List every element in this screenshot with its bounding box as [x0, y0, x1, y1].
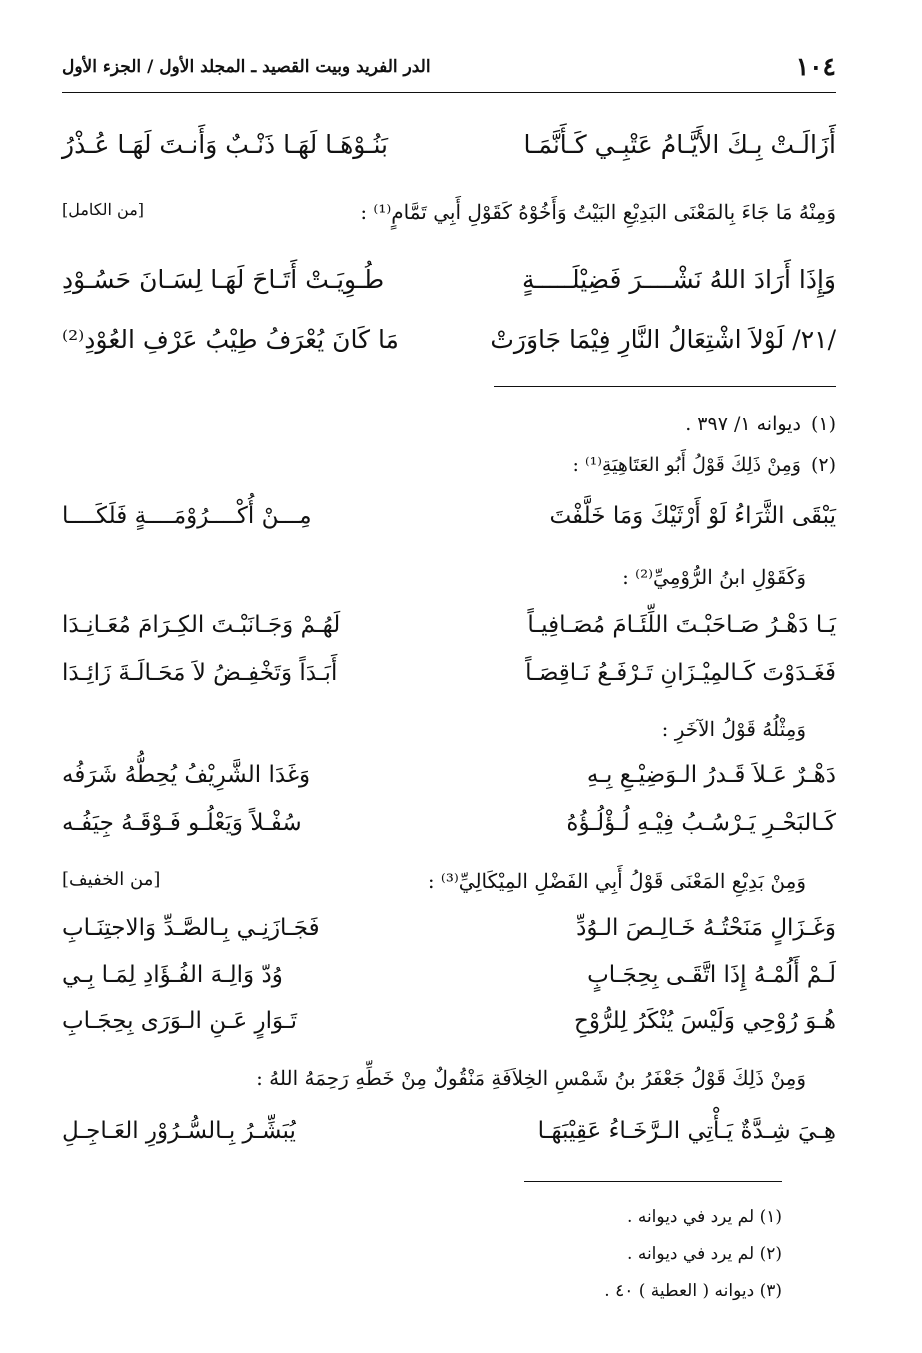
verse-second-hemistich: مِـــنْ أُكْــــرُوْمَــــةٍ فَلَكَــــا	[62, 503, 312, 529]
sub-footnote: (٣) ديوانه ( العطية ) ٤٠ .	[604, 1281, 782, 1301]
verse-line	[62, 1118, 836, 1156]
verse-first-hemistich: وَإِذَا أَرَادَ اللهُ نَشْــــرَ فَضِيْلَـــــةٍ	[521, 265, 836, 294]
footnote-separator	[494, 386, 836, 387]
verse-second-hemistich: يُبَشِّـرُ بِـالسُّـرُوْرِ العَـاجِـلِ	[62, 1118, 296, 1144]
verse-line	[62, 962, 836, 1000]
verse-line	[62, 503, 836, 541]
footnote-mark: (٢)	[810, 454, 836, 476]
verse-second-hemistich: سُفْـلاً وَيَعْلُـو فَـوْقَـهُ جِيَفُـه	[62, 810, 302, 836]
verse-second-hemistich: أَبَـدَاً وَتَخْفِـضُ لاَ مَحَـالَـةَ زَائِـدَا	[62, 660, 338, 686]
prose-line	[62, 717, 836, 749]
verse-second-hemistich: وُدّ وَالِـهَ الفُـؤَادِ لِمَـا بِـي	[62, 962, 283, 988]
verse-first-hemistich: كَـالبَحْـرِ يَـرْسُـبُ فِيْـهِ لُـؤْلُـؤُهُ	[566, 810, 836, 836]
running-title: الدر الفريد وبيت القصيد ـ المجلد الأول / الجزء الأول	[62, 57, 431, 77]
page-header	[62, 52, 836, 93]
sub-footnote: (٢) لم يرد في ديوانه .	[627, 1244, 782, 1264]
verse-line	[62, 325, 836, 365]
verse-first-hemistich: يَبْقَى الثَّرَاءُ لَوْ أَرْثَيْكَ وَمَا خَلَّفْتَ	[549, 503, 836, 529]
meter-label: [من الخفيف]	[62, 869, 161, 890]
footnote-text: ديوانه ١/ ٣٩٧ .	[685, 413, 801, 435]
verse-second-hemistich: بَنُـوْهَـا لَهَـا ذَنْـبٌ وَأَنـتَ لَهَـا عُـذْرُ	[62, 130, 389, 159]
verse-first-hemistich: دَهْـرٌ عَـلاَ قَـدرُ الـوَضِيْـعِ بِـهِ	[586, 762, 836, 788]
verse-first-hemistich: هِـيَ شِـدَّةٌ يَـأْتِي الـرَّخَـاءُ عَقِيْبَهَـا	[537, 1118, 836, 1144]
sub-footnote: (١) لم يرد في ديوانه .	[627, 1207, 782, 1227]
prose-text: وَمِثْلُهُ قَوْلُ الآخَرِ :	[661, 717, 806, 741]
verse-line	[62, 915, 836, 953]
verse-line	[62, 612, 836, 650]
prose-text: وَكَقَوْلِ ابنُ الرُّوْمِيِّ⁽²⁾ :	[622, 565, 806, 589]
verse-first-hemistich: أَزَالَـتْ بِـكَ الأَيَّـامُ عَتْبِـي كَـأَنَّمَـا	[523, 130, 836, 159]
footnote-text: وَمِنْ ذَلِكَ قَوْلُ أَبُو العَتَاهِيَةِ⁽¹⁾ :	[572, 454, 801, 476]
verse-first-hemistich: فَغَـدَوْتَ كَـالمِيْـزَانِ تَـرْفَـعُ نَـاقِصَـاً	[525, 660, 836, 686]
verse-first-hemistich: وَغَـزَالٍ مَنَحْتُـهُ خَـالِـصَ الـوُدِّ	[576, 915, 836, 941]
footnote	[62, 413, 836, 435]
verse-second-hemistich: مَا كَانَ يُعْرَفُ طِيْبُ عَرْفِ العُوْدِ⁽²⁾	[62, 325, 399, 354]
sub-footnote-separator	[524, 1181, 782, 1182]
verse-first-hemistich: /٢١/ لَوْلاَ اشْتِعَالُ النَّارِ فِيْمَا جَاوَرَتْ	[490, 325, 836, 354]
verse-second-hemistich: تَـوَارٍ عَـنِ الـوَرَى بِحِجَـابِ	[62, 1008, 298, 1034]
prose-text: وَمِنْ بَدِيْعِ المَعْنَى قَوْلُ أَبِي الفَضْلِ المِيْكَالِيِّ⁽³⁾ :	[427, 869, 806, 893]
prose-text: وَمِنْ ذَلِكَ قَوْلُ جَعْفَرُ بنُ شَمْسِ الخِلاَفَةِ مَنْقُولٌ مِنْ خَطِّهِ رَحِمَهُ اللهُ :	[256, 1066, 806, 1090]
verse-line	[62, 660, 836, 698]
footnote-mark: (١)	[810, 413, 836, 435]
intro-line	[62, 200, 836, 234]
verse-line	[62, 810, 836, 848]
verse-first-hemistich: هُـوَ رُوْحِي وَلَيْسَ يُنْكَرُ لِلرُّوْحِ	[574, 1008, 836, 1034]
verse-line	[62, 265, 836, 305]
verse-first-hemistich: يَـا دَهْـرُ صَـاحَبْـتَ اللِّئَـامَ مُصَـافِيـاً	[527, 612, 836, 638]
page-number: ١٠٤	[795, 52, 836, 81]
verse-second-hemistich: لَهُـمْ وَجَـانَبْـتَ الكِـرَامَ مُعَـانِـدَا	[62, 612, 341, 638]
prose-line	[62, 869, 836, 901]
verse-line	[62, 130, 836, 170]
prose-line	[62, 565, 836, 597]
prose-line	[62, 1066, 836, 1098]
verse-second-hemistich: طُـوِيَـتْ أَتَـاحَ لَهَـا لِسَـانَ حَسُـوْدِ	[62, 265, 385, 294]
verse-line	[62, 1008, 836, 1046]
footnote	[62, 454, 836, 476]
verse-second-hemistich: فَجَـازَنِـي بِـالصَّـدِّ وَالاجتِنَـابِ	[62, 915, 320, 941]
meter-label: [من الكامل]	[62, 200, 145, 219]
verse-second-hemistich: وَغَدَا الشَّرِيْفُ يُحِطُّهُ شَرَفُه	[62, 762, 311, 788]
intro-text: وَمِنْهُ مَا جَاءَ بِالمَعْنَى البَدِيْعِ البَيْتُ وَأَخُوْهُ كَقَوْلِ أَبِي تَمَّامٍ⁽¹⁾ :	[360, 200, 836, 224]
verse-line	[62, 762, 836, 800]
verse-first-hemistich: لَـمْ أَلُمْـهُ إِذَا اتَّقَـى بِحِجَـابٍ	[587, 962, 836, 988]
